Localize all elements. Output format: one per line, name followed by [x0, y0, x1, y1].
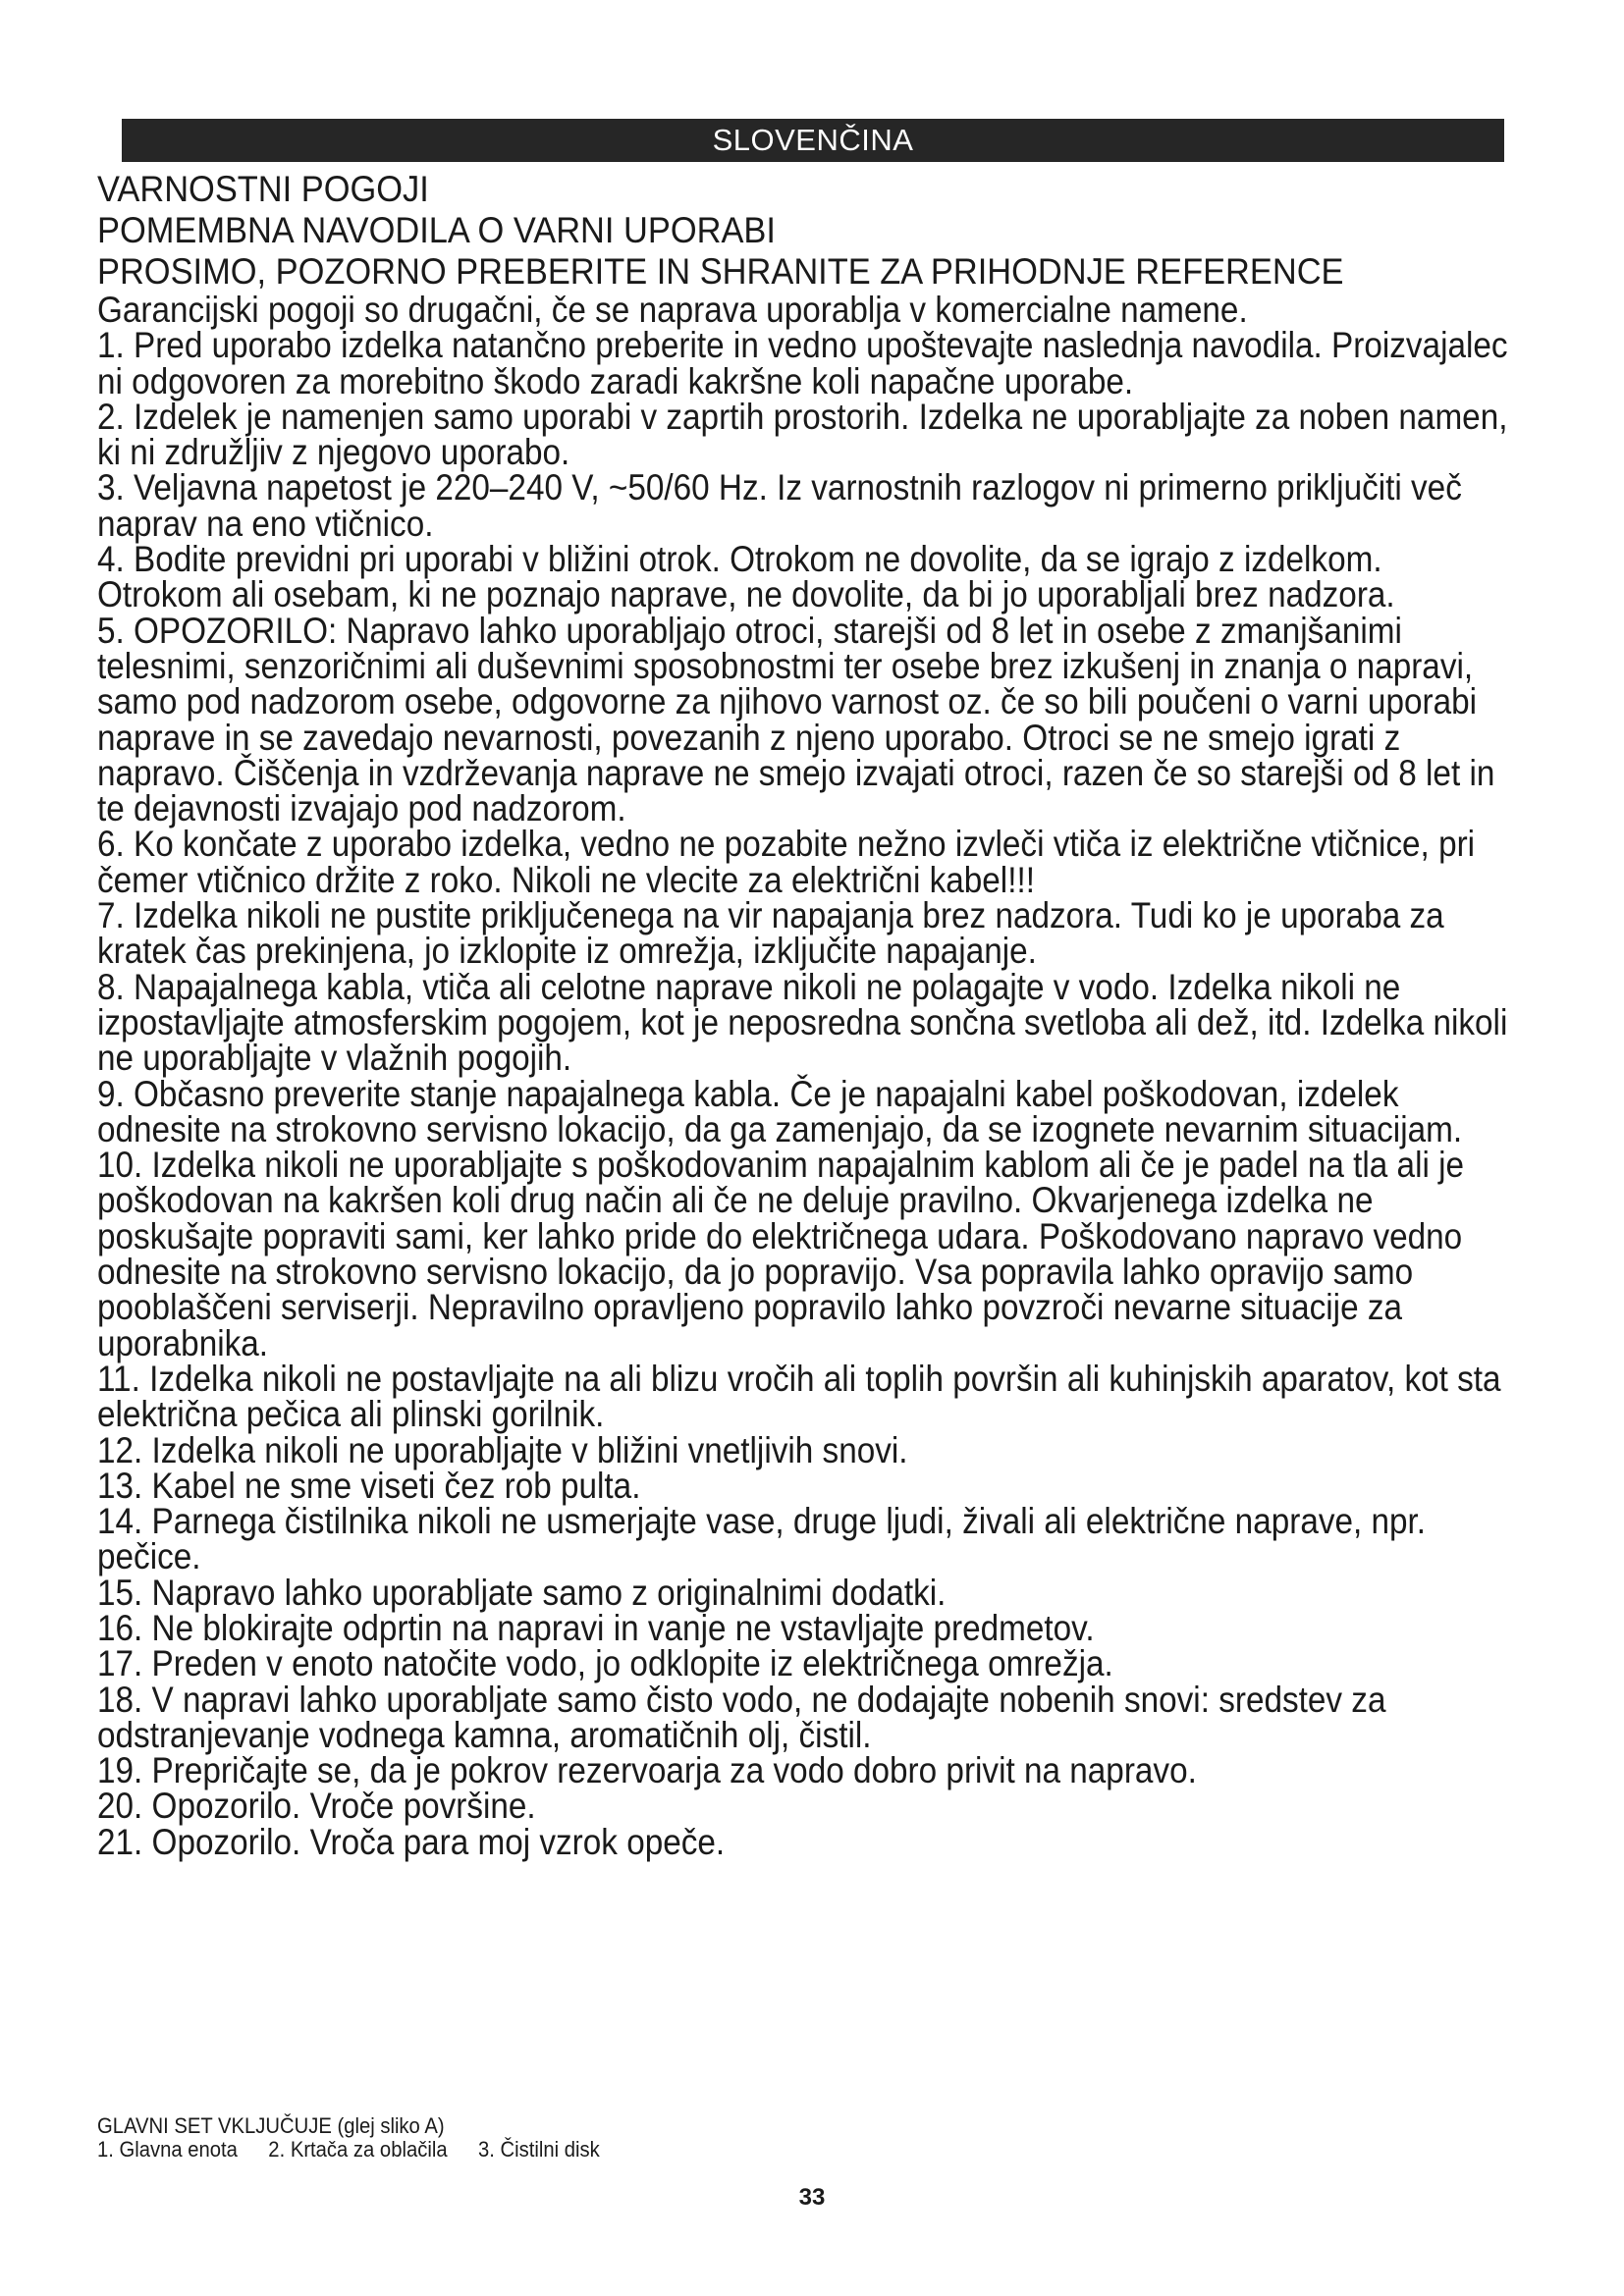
list-item: 15. Napravo lahko uporabljate samo z originalnimi dodatki.	[97, 1572, 947, 1613]
list-item: 14. Parnega čistilnika nikoli ne usmerjajte vase, druge ljudi, živali ali električne naprave, npr. pečice.	[97, 1501, 1427, 1577]
list-item: 19. Prepričajte se, da je pokrov rezervoarja za vodo dobro privit na napravo.	[97, 1750, 1197, 1791]
main-set-contents	[97, 2114, 624, 2162]
page-number: 33	[798, 2184, 826, 2211]
section-instruction: PROSIMO, POZORNO PREBERITE IN SHRANITE ZA PRIHODNJE REFERENCE	[97, 251, 1344, 292]
list-item: 10. Izdelka nikoli ne uporabljajte s poškodovanim napajalnim kablom ali če je padel na tla ali je poškodovan na kakršen koli drug način ali če ne deluje pravilno. Okvarjenega izdelka ne poskušajte popraviti sami, ker lahko pride do električnega udara. Poškodovano napravo vedno odnesite na strokovno servisno lokacijo, da jo popravijo. Vsa popravila lahko opravijo samo pooblaščeni serviserji. Nepravilno opravljeno popravilo lahko povzroči nevarne situacije za uporabnika.	[97, 1145, 1465, 1363]
main-set-item: 3. Čistilni disk	[477, 2137, 600, 2162]
list-item: 13. Kabel ne sme viseti čez rob pulta.	[97, 1465, 641, 1506]
list-item: 18. V napravi lahko uporabljate samo čisto vodo, ne dodajajte nobenih snovi: sredstev za odstranjevanje vodnega kamna, aromatičnih olj, čistil.	[97, 1679, 1386, 1755]
list-item: 4. Bodite previdni pri uporabi v bližini otrok. Otrokom ne dovolite, da se igrajo z izdelkom. Otrokom ali osebam, ki ne poznajo naprave, ne dovolite, da bi jo uporabljali brez nadzora.	[97, 539, 1395, 615]
list-item: 17. Preden v enoto natočite vodo, jo odklopite iz električnega omrežja.	[97, 1643, 1113, 1684]
intro-paragraph: Garancijski pogoji so drugačni, če se naprava uporablja v komercialne namene.	[97, 290, 1248, 330]
list-item: 11. Izdelka nikoli ne postavljajte na ali blizu vročih ali toplih površin ali kuhinjskih aparatov, kot sta električna pečica ali plinski gorilnik.	[97, 1358, 1501, 1435]
list-item: 2. Izdelek je namenjen samo uporabi v zaprtih prostorih. Izdelka ne uporabljajte za noben namen, ki ni združljiv z njegovo uporabo.	[97, 396, 1508, 473]
language-header: SLOVENČINA	[122, 119, 1504, 162]
list-item: 16. Ne blokirajte odprtin na napravi in vanje ne vstavljajte predmetov.	[97, 1607, 1095, 1648]
list-item: 9. Občasno preverite stanje napajalnega kabla. Če je napajalni kabel poškodovan, izdelek odnesite na strokovno servisno lokacijo, da ga zamenjajo, da se izognete nevarnim situacijam.	[97, 1073, 1463, 1149]
main-set-title: GLAVNI SET VKLJUČUJE (glej sliko A)	[97, 2113, 445, 2138]
section-subtitle: POMEMBNA NAVODILA O VARNI UPORABI	[97, 210, 776, 250]
safety-list	[97, 290, 1521, 1862]
list-item: 7. Izdelka nikoli ne pustite priključenega na vir napajanja brez nadzora. Tudi ko je uporaba za kratek čas prekinjena, jo izklopite iz omrežja, izključite napajanje.	[97, 895, 1444, 972]
list-item: 5. OPOZORILO: Napravo lahko uporabljajo otroci, starejši od 8 let in osebe z zmanjšanimi telesnimi, senzoričnimi ali duševnimi sposobnostmi ter osebe brez izkušenj in znanja o napravi, samo pod nadzorom osebe, odgovorne za njihovo varnost oz. če so bili poučeni o varni uporabi naprave in se zavedajo nevarnosti, povezanih z njeno uporabo. Otroci se ne smejo igrati z napravo. Čiščenja in vzdrževanja naprave ne smejo izvajati otroci, razen če so starejši od 8 let in te dejavnosti izvajajo pod nadzorom.	[97, 610, 1495, 829]
list-item: 1. Pred uporabo izdelka natančno preberite in vedno upoštevajte naslednja navodila. Proizvajalec ni odgovoren za morebitno škodo zaradi kakršne koli napačne uporabe.	[97, 325, 1508, 401]
main-set-item: 2. Krtača za oblačila	[268, 2137, 448, 2162]
section-title: VARNOSTNI POGOJI	[97, 169, 429, 209]
list-item: 3. Veljavna napetost je 220–240 V, ~50/60 Hz. Iz varnostnih razlogov ni primerno priključiti več naprav na eno vtičnico.	[97, 467, 1462, 544]
list-item: 8. Napajalnega kabla, vtiča ali celotne naprave nikoli ne polagajte v vodo. Izdelka nikoli ne izpostavljajte atmosferskim pogojem, kot je neposredna sončna svetloba ali dež, itd. Izdelka nikoli ne uporabljajte v vlažnih pogojih.	[97, 966, 1508, 1079]
list-item: 20. Opozorilo. Vroče površine.	[97, 1786, 536, 1827]
main-set-item: 1. Glavna enota	[97, 2137, 238, 2162]
list-item: 6. Ko končate z uporabo izdelka, vedno ne pozabite nežno izvleči vtiča iz električne vtičnice, pri čemer vtičnico držite z roko. Nikoli ne vlecite za električni kabel!!!	[97, 824, 1476, 900]
safety-content	[97, 169, 1521, 1860]
main-set-items	[97, 2138, 624, 2162]
list-item: 12. Izdelka nikoli ne uporabljajte v bližini vnetljivih snovi.	[97, 1429, 908, 1470]
list-item: 21. Opozorilo. Vroča para moj vzrok opeče.	[97, 1821, 726, 1862]
